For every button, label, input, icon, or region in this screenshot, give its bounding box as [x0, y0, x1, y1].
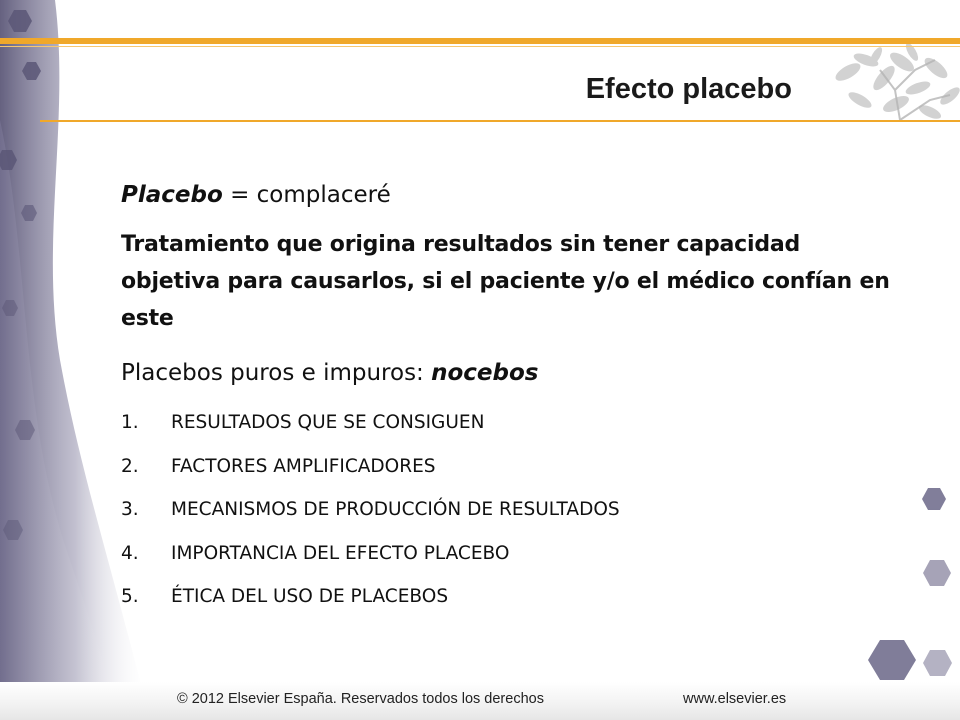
list-item-text: ÉTICA DEL USO DE PLACEBOS [171, 586, 449, 607]
definition-text: Tratamiento que origina resultados sin tener capacidad objetiva para causarlos, si el paciente y/o el médico confían en este [121, 232, 890, 331]
slide-content [121, 172, 901, 619]
footer [0, 687, 960, 713]
placebo-meaning: = complaceré [222, 182, 391, 208]
footer-website: www.elsevier.es [683, 691, 787, 707]
placebo-line [121, 172, 901, 218]
list-item-number: 3. [121, 499, 139, 520]
placebo-term: Placebo [121, 182, 223, 208]
list-item-text: IMPORTANCIA DEL EFECTO PLACEBO [171, 542, 510, 564]
list-item-number: 2. [121, 455, 139, 477]
top-accent-rule [0, 38, 960, 44]
placebo-types-text: Placebos puros e impuros: [121, 360, 432, 386]
list-item [121, 445, 901, 489]
list-item [121, 401, 901, 445]
top-accent-rule-thin [0, 46, 960, 47]
list-item-text: FACTORES AMPLIFICADORES [171, 455, 436, 477]
nocebos-term: nocebos [431, 360, 539, 386]
slide-title: Efecto placebo [585, 73, 792, 105]
list-item-number: 1. [121, 412, 139, 433]
list-item-text: RESULTADOS QUE SE CONSIGUEN [171, 412, 485, 433]
list-item-number: 5. [121, 586, 139, 607]
topics-list [121, 401, 901, 619]
footer-copyright: © 2012 Elsevier España. Reservados todos los derechos [177, 691, 544, 707]
list-item-text: MECANISMOS DE PRODUCCIÓN DE RESULTADOS [171, 499, 620, 520]
placebo-types-line [121, 351, 901, 395]
list-item [121, 532, 901, 576]
list-item-number: 4. [121, 542, 139, 564]
list-item [121, 575, 901, 619]
title-underline [40, 120, 960, 122]
list-item [121, 488, 901, 532]
